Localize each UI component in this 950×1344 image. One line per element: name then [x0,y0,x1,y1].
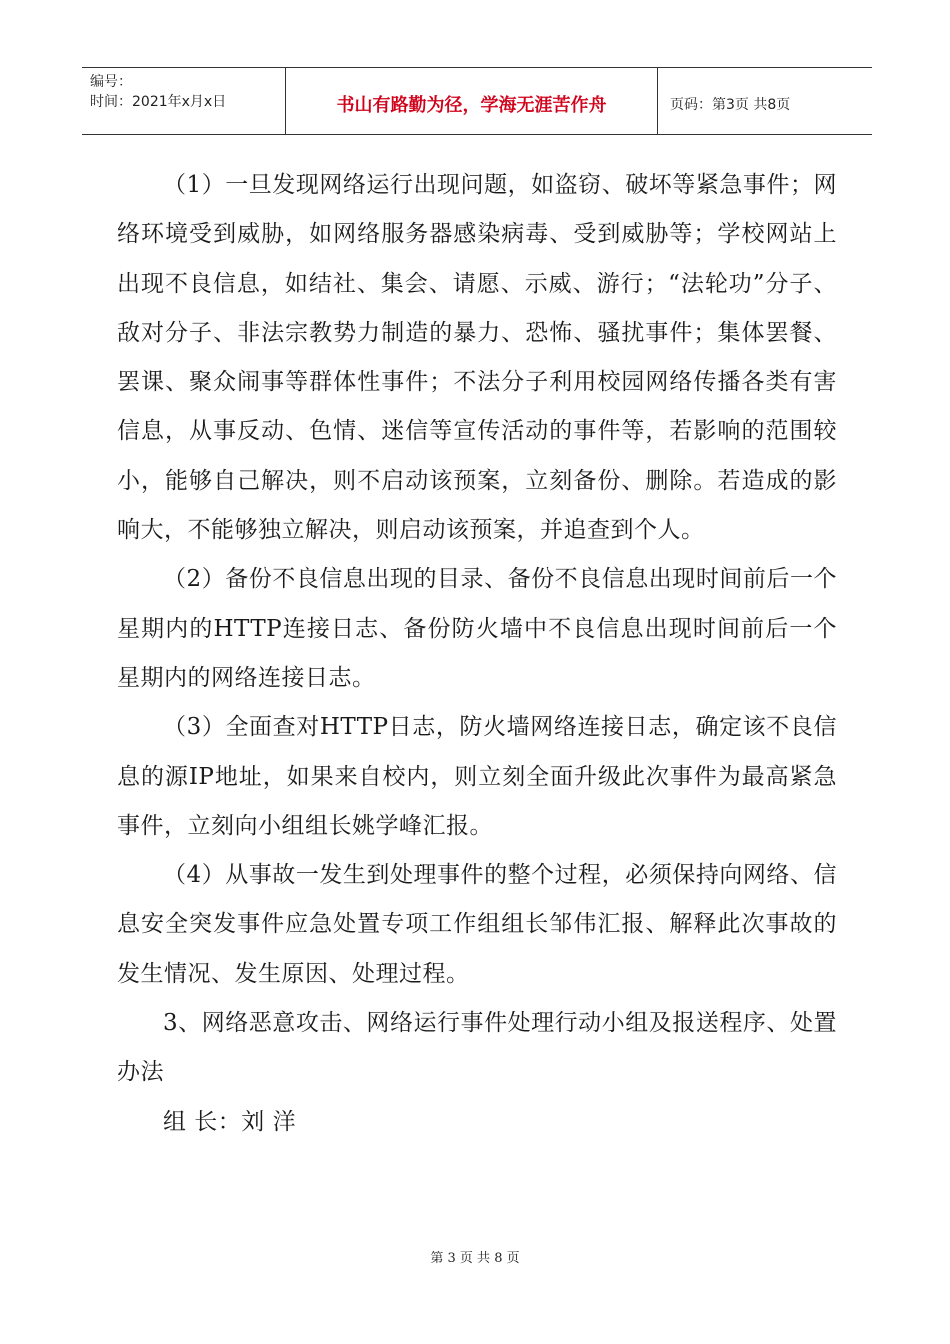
paragraph-1: （1）一旦发现网络运行出现问题，如盗窃、破坏等紧急事件；网络环境受到威胁，如网络服务器感染病毒、受到威胁等；学校网站上出现不良信息，如结社、集会、请愿、示威、游行；“法轮功”分子、敌对分子、非法宗教势力制造的暴力、恐怖、骚扰事件；集体罢餐、罢课、聚众闹事等群体性事件；不法分子利用校园网络传播各类有害信息，从事反动、色情、迷信等宣传活动的事件等，若影响的范围较小，能够自己解决，则不启动该预案，立刻备份、删除。若造成的影响大，不能够独立解决，则启动该预案，并追查到个人。 [117,172,837,544]
header-motto: 书山有路勤为径，学海无涯苦作舟 [286,68,658,134]
page-header [82,67,872,135]
section-heading-3: 3、网络恶意攻击、网络运行事件处理行动小组及报送程序、处置办法 [117,1010,837,1086]
document-time-label: 时间：2021年x月x日 [90,94,227,110]
document-body [117,161,837,1147]
paragraph-2: （2）备份不良信息出现的目录、备份不良信息出现时间前后一个星期内的HTTP连接日志、备份防火墙中不良信息出现时间前后一个星期内的网络连接日志。 [117,566,837,691]
paragraph-4: （4）从事故一发生到处理事件的整个过程，必须保持向网络、信息安全突发事件应急处置专项工作组组长邹伟汇报、解释此次事故的发生情况、发生原因、处理过程。 [117,862,837,987]
paragraph-3: （3）全面查对HTTP日志，防火墙网络连接日志，确定该不良信息的源IP地址，如果来自校内，则立刻全面升级此次事件为最高紧急事件，立刻向小组组长姚学峰汇报。 [117,714,837,839]
document-number-label: 编号： [90,74,132,90]
header-page-code: 页码：第3页 共8页 [670,97,791,113]
header-info-cell [82,68,286,134]
group-leader-line: 组 长：刘 洋 [163,1108,297,1135]
page-footer: 第 3 页 共 8 页 [430,1251,520,1266]
